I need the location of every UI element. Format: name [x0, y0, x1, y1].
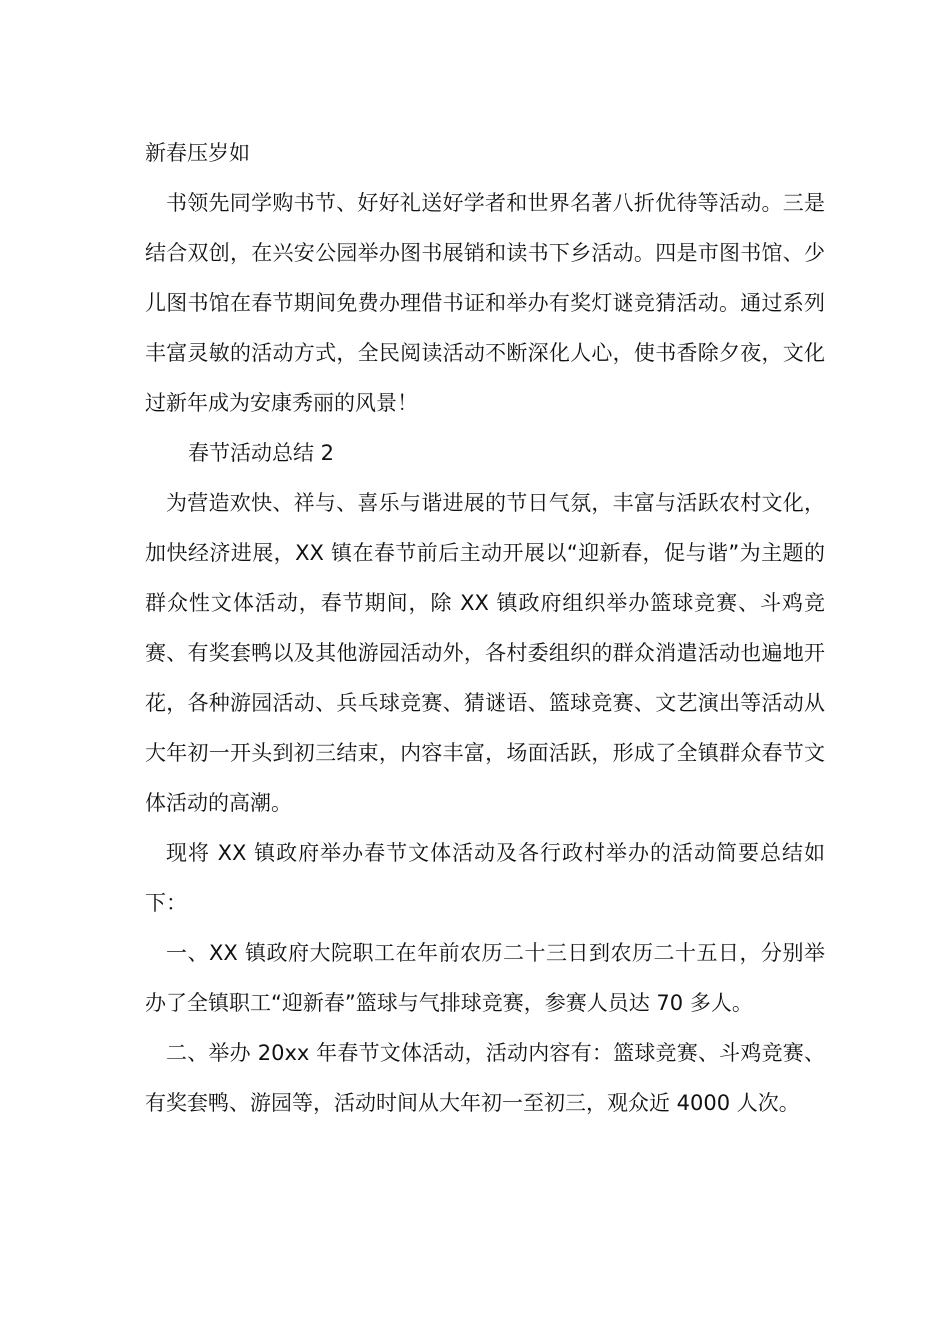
paragraph: 现将 XX 镇政府举办春节文体活动及各行政村举办的活动简要总结如下： [145, 841, 825, 915]
paragraph: 书领先同学购书节、好好礼送好学者和世界名著八折优待等活动。三是结合双创，在兴安公园举办图书展销和读书下乡活动。四是市图书馆、少儿图书馆在春节期间免费办理借书证和举办有奖灯谜竞猜活动。通过系列丰富灵敏的活动方式，全民阅读活动不断深化人心，使书香除夕夜，文化过新年成为安康秀丽的风景！ [145, 191, 825, 415]
paragraph: 为营造欢快、祥与、喜乐与谐进展的节日气氛，丰富与活跃农村文化，加快经济进展，XX 镇在春节前后主动开展以“迎新春，促与谐”为主题的群众性文体活动，春节期间，除 XX 镇政府组织举办篮球竞赛、斗鸡竞赛、有奖套鸭以及其他游园活动外，各村委组织的群众消遣活动也遍地开花，各种游园活动、兵乓球竞赛、猜谜语、篮球竞赛、文艺演出等活动从大年初一开头到初三结束，内容丰富，场面活跃，形成了全镇群众春节文体活动的高潮。 [145, 491, 825, 815]
paragraph: 二、举办 20xx 年春节文体活动，活动内容有：篮球竞赛、斗鸡竞赛、有奖套鸭、游园等，活动时间从大年初一至初三，观众近 4000 人次。 [145, 1041, 825, 1115]
section-heading: 春节活动总结 2 [188, 441, 335, 465]
paragraph: 一、XX 镇政府大院职工在年前农历二十三日到农历二十五日，分别举办了全镇职工“迎新春”篮球与气排球竞赛，参赛人员达 70 多人。 [145, 941, 825, 1015]
document-body [145, 128, 825, 1128]
paragraph-fragment: 新春压岁如 [145, 141, 250, 165]
